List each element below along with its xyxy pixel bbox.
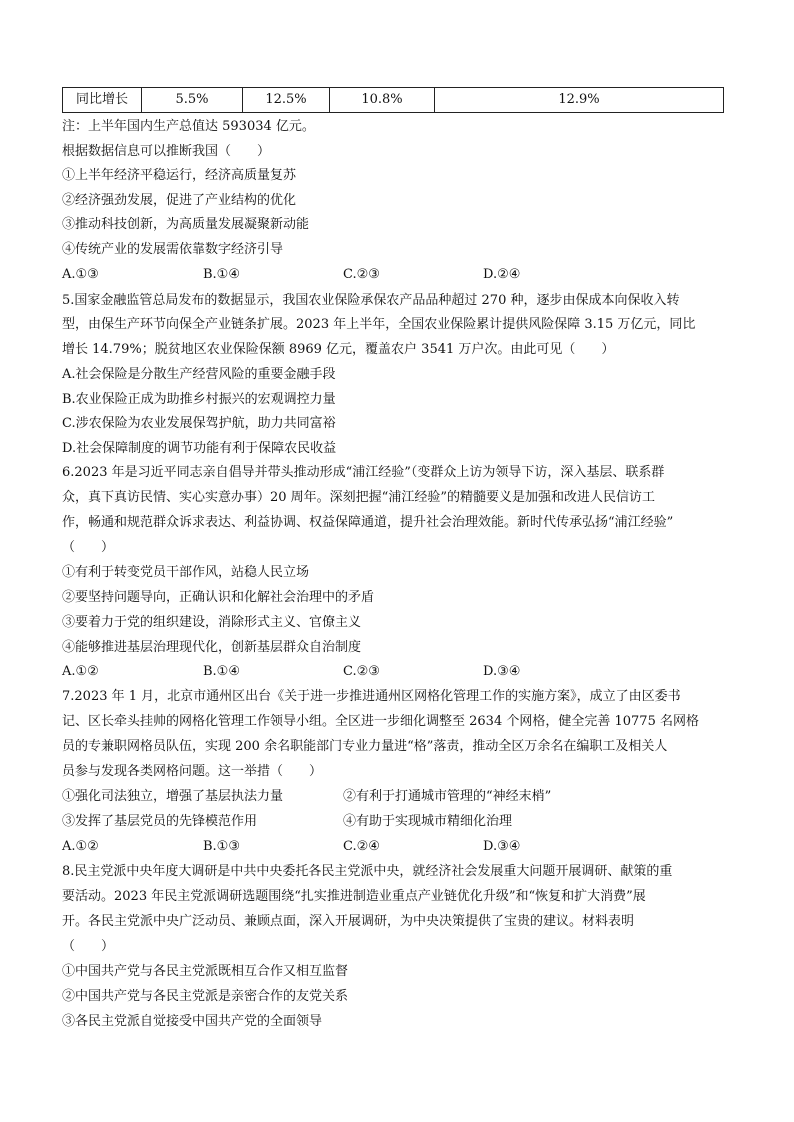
table-row-label: 同比增长 xyxy=(63,88,142,113)
q6-statement: ②要坚持问题导向，正确认识和化解社会治理中的矛盾 xyxy=(62,590,375,605)
q7-options xyxy=(62,837,742,857)
q5-stem-line: 5.国家金融监管总局发布的数据显示，我国农业保险承保农产品品种超过 270 种，逐步由保成本向保收入转 xyxy=(62,293,680,308)
q8-stem-line: （ ） xyxy=(62,939,115,954)
q4-stem: 根据数据信息可以推断我国（ ） xyxy=(62,144,271,159)
table-cell: 12.9% xyxy=(435,88,724,113)
q7-option-b[interactable]: B.①③ xyxy=(203,839,240,854)
q4-statement: ①上半年经济平稳运行，经济高质量复苏 xyxy=(62,168,297,183)
q7-option-c[interactable]: C.②④ xyxy=(343,839,380,854)
q7-option-d[interactable]: D.③④ xyxy=(483,839,521,854)
q8-statement: ③各民主党派自觉接受中国共产党的全面领导 xyxy=(62,1014,323,1029)
q6-statement: ③要着力于党的组织建设，消除形式主义、官僚主义 xyxy=(62,615,362,630)
q5-option-a[interactable]: A.社会保险是分散生产经营风险的重要金融手段 xyxy=(62,367,336,382)
q6-option-b[interactable]: B.①④ xyxy=(203,664,240,679)
q4-options xyxy=(62,265,742,285)
q4-statement: ②经济强劲发展，促进了产业结构的优化 xyxy=(62,193,297,208)
growth-table xyxy=(62,87,724,113)
q6-stem-line: 作，畅通和规范群众诉求表达、利益协调、权益保障通道，提升社会治理效能。新时代传承弘扬“浦江经验” xyxy=(62,515,674,530)
q5-stem-line: 增长 14.79%；脱贫地区农业保险保额 8969 亿元，覆盖农户 3541 万户次。由此可见（ ） xyxy=(62,342,615,357)
table-cell: 12.5% xyxy=(243,88,330,113)
q7-stem-line: 7.2023 年 1 月，北京市通州区出台《关于进一步推进通州区网格化管理工作的实施方案》，成立了由区委书 xyxy=(62,689,681,704)
q8-statement: ①中国共产党与各民主党派既相互合作又相互监督 xyxy=(62,964,349,979)
q4-option-b[interactable]: B.①④ xyxy=(203,267,240,282)
q4-option-c[interactable]: C.②③ xyxy=(343,267,380,282)
q5-stem-line: 型，由保生产环节向保全产业链条扩展。2023 年上半年，全国农业保险累计提供风险保障 3.15 万亿元，同比 xyxy=(62,317,696,332)
q7-statement: ①强化司法独立，增强了基层执法力量 xyxy=(62,789,284,804)
q7-statement-row xyxy=(62,787,742,807)
q5-option-d[interactable]: D.社会保障制度的调节功能有利于保障农民收益 xyxy=(62,441,337,456)
q4-statement: ③推动科技创新，为高质量发展凝聚新动能 xyxy=(62,217,310,232)
table-note: 注：上半年国内生产总值达 593034 亿元。 xyxy=(62,119,315,134)
q8-stem-line: 要活动。2023 年民主党派调研选题围绕“扎实推进制造业重点产业链优化升级”和“恢复和扩大消费”展 xyxy=(62,889,646,904)
q6-stem-line: 众，真下真访民情、实心实意办事）20 周年。深刻把握“浦江经验”的精髓要义是加强和改进人民信访工 xyxy=(62,490,655,505)
q4-option-a[interactable]: A.①③ xyxy=(62,267,99,282)
q5-option-b[interactable]: B.农业保险正成为助推乡村振兴的宏观调控力量 xyxy=(62,392,336,407)
q7-statement: ④有助于实现城市精细化治理 xyxy=(343,814,513,829)
q8-stem-line: 8.民主党派中央年度大调研是中共中央委托各民主党派中央，就经济社会发展重大问题开展调研、献策的重 xyxy=(62,864,673,879)
q7-statement: ②有利于打通城市管理的“神经末梢” xyxy=(343,789,552,804)
q6-option-a[interactable]: A.①② xyxy=(62,664,99,679)
q4-statement: ④传统产业的发展需依靠数字经济引导 xyxy=(62,242,284,257)
q6-stem-line: 6.2023 年是习近平同志亲自倡导并带头推动形成“浦江经验”（变群众上访为领导下访，深入基层、联系群 xyxy=(62,465,665,480)
q7-option-a[interactable]: A.①② xyxy=(62,839,99,854)
q7-stem-line: 记、区长牵头挂帅的网格化管理工作领导小组。全区进一步细化调整至 2634 个网格，健全完善 10775 名网格 xyxy=(62,714,699,729)
q6-statement: ①有利于转变党员干部作风，站稳人民立场 xyxy=(62,565,310,580)
q8-statement: ②中国共产党与各民主党派是亲密合作的友党关系 xyxy=(62,989,349,1004)
q7-statement-row xyxy=(62,812,742,832)
q7-statement: ③发挥了基层党员的先锋模范作用 xyxy=(62,814,258,829)
q6-option-c[interactable]: C.②③ xyxy=(343,664,380,679)
q7-stem-line: 员参与发现各类网格问题。这一举措（ ） xyxy=(62,764,323,779)
q5-option-c[interactable]: C.涉农保险为农业发展保驾护航，助力共同富裕 xyxy=(62,416,336,431)
q6-stem-line: （ ） xyxy=(62,540,115,555)
table-cell: 10.8% xyxy=(330,88,435,113)
q7-stem-line: 员的专兼职网格员队伍，实现 200 余名职能部门专业力量进“格”落责，推动全区万余名在编职工及相关人 xyxy=(62,739,668,754)
q6-statement: ④能够推进基层治理现代化，创新基层群众自治制度 xyxy=(62,640,362,655)
table-row xyxy=(63,88,724,113)
q6-option-d[interactable]: D.③④ xyxy=(483,664,521,679)
q8-stem-line: 开。各民主党派中央广泛动员、兼顾点面，深入开展调研，为中央决策提供了宝贵的建议。材料表明 xyxy=(62,914,635,929)
q6-options xyxy=(62,662,742,682)
table-cell: 5.5% xyxy=(142,88,243,113)
q4-option-d[interactable]: D.②④ xyxy=(483,267,521,282)
